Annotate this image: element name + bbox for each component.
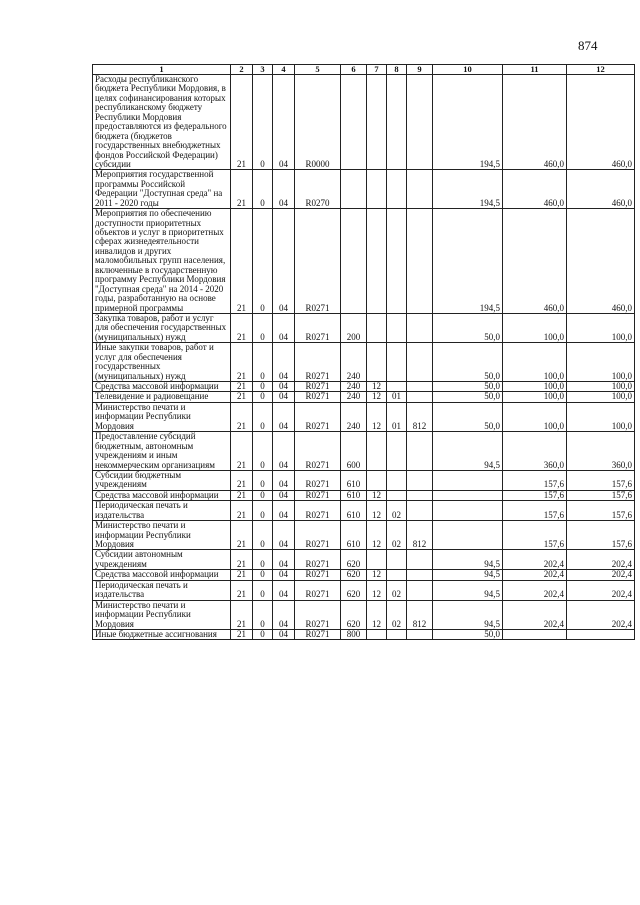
col-11-cell: 100,0 (503, 392, 567, 402)
col-8-cell (387, 343, 407, 382)
col-7-cell (367, 550, 387, 570)
col-6-cell (341, 170, 367, 209)
col-6-cell: 620 (341, 600, 367, 629)
col-9-cell (407, 392, 433, 402)
table-row (93, 580, 635, 600)
col-3-cell: 0 (253, 382, 273, 392)
col-3-cell: 0 (253, 392, 273, 402)
col-9-cell (407, 490, 433, 500)
col-10-cell: 194,5 (433, 170, 503, 209)
col-8-cell: 01 (387, 392, 407, 402)
col-6-cell: 620 (341, 580, 367, 600)
col-10-cell (433, 521, 503, 550)
col-12-cell: 100,0 (567, 313, 635, 342)
col-9-cell (407, 170, 433, 209)
col-3-cell: 0 (253, 570, 273, 580)
col-8-cell: 02 (387, 521, 407, 550)
col-6-cell: 610 (341, 521, 367, 550)
col-10-cell: 94,5 (433, 600, 503, 629)
row-name-cell: Предоставление субсидий бюджетным, автономным учреждениям и иным некоммерческим организациям (93, 432, 231, 471)
row-name-cell: Мероприятия государственной программы Российской Федерации "Доступная среда" на 2011 - 2020 годы (93, 170, 231, 209)
row-name-cell: Мероприятия по обеспечению доступности приоритетных объектов и услуг в приоритетных сферах жизнедеятельности инвалидов и других маломобильных групп населения, включенные в государственную программу Республики Мордовия "Доступная среда" на 2014 - 2020 годы, разработанную на основе примерной программы (93, 209, 231, 314)
col-5-cell: R0271 (295, 600, 341, 629)
row-name-cell: Периодическая печать и издательства (93, 580, 231, 600)
col-8-cell (387, 570, 407, 580)
col-5-cell: R0271 (295, 521, 341, 550)
col-6-cell: 600 (341, 432, 367, 471)
col-5-cell: R0000 (295, 75, 341, 170)
col-12-cell: 157,6 (567, 501, 635, 521)
col-5-cell: R0271 (295, 209, 341, 314)
row-name-cell: Министерство печати и информации Республики Мордовия (93, 402, 231, 431)
row-name-cell: Иные бюджетные ассигнования (93, 629, 231, 639)
col-10-cell (433, 490, 503, 500)
col-10-cell: 94,5 (433, 432, 503, 471)
col-3-cell: 0 (253, 490, 273, 500)
col-2-cell: 21 (231, 209, 253, 314)
col-6-cell: 240 (341, 382, 367, 392)
col-8-cell (387, 75, 407, 170)
header-cell: 1 (93, 65, 231, 75)
col-4-cell: 04 (273, 432, 295, 471)
col-8-cell (387, 432, 407, 471)
row-name-cell: Средства массовой информации (93, 570, 231, 580)
col-6-cell: 200 (341, 313, 367, 342)
col-6-cell: 610 (341, 501, 367, 521)
col-7-cell: 12 (367, 580, 387, 600)
col-7-cell: 12 (367, 521, 387, 550)
table-row (93, 432, 635, 471)
col-2-cell: 21 (231, 382, 253, 392)
col-12-cell: 202,4 (567, 570, 635, 580)
col-8-cell (387, 209, 407, 314)
col-4-cell: 04 (273, 75, 295, 170)
col-4-cell: 04 (273, 170, 295, 209)
row-name-cell: Министерство печати и информации Республики Мордовия (93, 521, 231, 550)
col-5-cell: R0271 (295, 550, 341, 570)
col-3-cell: 0 (253, 501, 273, 521)
col-5-cell: R0271 (295, 392, 341, 402)
col-10-cell: 50,0 (433, 402, 503, 431)
col-8-cell: 02 (387, 600, 407, 629)
col-5-cell: R0271 (295, 490, 341, 500)
col-11-cell: 157,6 (503, 490, 567, 500)
row-name-cell: Субсидии бюджетным учреждениям (93, 470, 231, 490)
col-12-cell: 202,4 (567, 600, 635, 629)
page-number: 874 (578, 38, 598, 53)
col-11-cell: 100,0 (503, 313, 567, 342)
col-11-cell: 460,0 (503, 209, 567, 314)
header-cell: 4 (273, 65, 295, 75)
col-9-cell (407, 75, 433, 170)
col-3-cell: 0 (253, 402, 273, 431)
col-2-cell: 21 (231, 75, 253, 170)
col-5-cell: R0271 (295, 432, 341, 471)
col-4-cell: 04 (273, 600, 295, 629)
col-8-cell: 01 (387, 402, 407, 431)
col-11-cell: 202,4 (503, 570, 567, 580)
col-7-cell: 12 (367, 570, 387, 580)
col-2-cell: 21 (231, 313, 253, 342)
table-row (93, 402, 635, 431)
header-cell: 6 (341, 65, 367, 75)
col-12-cell: 460,0 (567, 209, 635, 314)
col-10-cell: 50,0 (433, 392, 503, 402)
col-2-cell: 21 (231, 432, 253, 471)
col-5-cell: R0270 (295, 170, 341, 209)
table-row (93, 382, 635, 392)
col-3-cell: 0 (253, 470, 273, 490)
col-8-cell (387, 170, 407, 209)
table-row (93, 392, 635, 402)
col-3-cell: 0 (253, 170, 273, 209)
row-name-cell: Периодическая печать и издательства (93, 501, 231, 521)
col-10-cell: 94,5 (433, 580, 503, 600)
row-name-cell: Расходы республиканского бюджета Республики Мордовия, в целях софинансирования которых республиканскому бюджету Республики Мордовия предоставляются из федерального бюджета (бюджетов государственных внебюджетных фондов Российской Федерации) субсидии (93, 75, 231, 170)
col-6-cell: 610 (341, 470, 367, 490)
col-9-cell (407, 629, 433, 639)
header-cell: 12 (567, 65, 635, 75)
col-5-cell: R0271 (295, 470, 341, 490)
col-3-cell: 0 (253, 580, 273, 600)
col-11-cell (503, 629, 567, 639)
col-4-cell: 04 (273, 382, 295, 392)
header-cell: 3 (253, 65, 273, 75)
col-2-cell: 21 (231, 580, 253, 600)
col-12-cell: 460,0 (567, 75, 635, 170)
table-row (93, 570, 635, 580)
col-9-cell: 812 (407, 600, 433, 629)
table-row (93, 75, 635, 170)
col-2-cell: 21 (231, 521, 253, 550)
table-row (93, 501, 635, 521)
row-name-cell: Средства массовой информации (93, 490, 231, 500)
col-11-cell: 202,4 (503, 600, 567, 629)
col-7-cell (367, 470, 387, 490)
col-10-cell: 194,5 (433, 209, 503, 314)
col-10-cell: 50,0 (433, 629, 503, 639)
col-5-cell: R0271 (295, 570, 341, 580)
col-9-cell (407, 432, 433, 471)
col-2-cell: 21 (231, 392, 253, 402)
col-8-cell: 02 (387, 580, 407, 600)
col-11-cell: 100,0 (503, 343, 567, 382)
table-row (93, 343, 635, 382)
col-9-cell (407, 382, 433, 392)
header-cell: 5 (295, 65, 341, 75)
col-10-cell (433, 470, 503, 490)
table-row (93, 629, 635, 639)
col-4-cell: 04 (273, 570, 295, 580)
col-12-cell (567, 629, 635, 639)
col-7-cell: 12 (367, 490, 387, 500)
col-3-cell: 0 (253, 313, 273, 342)
col-11-cell: 100,0 (503, 382, 567, 392)
header-cell: 8 (387, 65, 407, 75)
col-2-cell: 21 (231, 629, 253, 639)
col-9-cell (407, 343, 433, 382)
col-4-cell: 04 (273, 402, 295, 431)
col-9-cell (407, 550, 433, 570)
col-3-cell: 0 (253, 600, 273, 629)
col-7-cell: 12 (367, 382, 387, 392)
col-4-cell: 04 (273, 629, 295, 639)
col-2-cell: 21 (231, 600, 253, 629)
row-name-cell: Телевидение и радиовещание (93, 392, 231, 402)
col-9-cell (407, 470, 433, 490)
col-7-cell: 12 (367, 600, 387, 629)
col-10-cell: 94,5 (433, 550, 503, 570)
col-4-cell: 04 (273, 521, 295, 550)
col-4-cell: 04 (273, 313, 295, 342)
table-row (93, 470, 635, 490)
col-11-cell: 100,0 (503, 402, 567, 431)
col-9-cell (407, 313, 433, 342)
col-10-cell: 194,5 (433, 75, 503, 170)
row-name-cell: Субсидии автономным учреждениям (93, 550, 231, 570)
col-9-cell: 812 (407, 521, 433, 550)
col-2-cell: 21 (231, 490, 253, 500)
col-10-cell: 94,5 (433, 570, 503, 580)
col-6-cell: 620 (341, 550, 367, 570)
table-header-row (93, 65, 635, 75)
col-10-cell: 50,0 (433, 313, 503, 342)
col-9-cell (407, 501, 433, 521)
col-5-cell: R0271 (295, 580, 341, 600)
col-5-cell: R0271 (295, 343, 341, 382)
col-12-cell: 202,4 (567, 550, 635, 570)
col-9-cell (407, 209, 433, 314)
col-2-cell: 21 (231, 501, 253, 521)
col-2-cell: 21 (231, 570, 253, 580)
col-2-cell: 21 (231, 470, 253, 490)
col-4-cell: 04 (273, 501, 295, 521)
col-7-cell (367, 343, 387, 382)
col-11-cell: 202,4 (503, 550, 567, 570)
header-cell: 9 (407, 65, 433, 75)
budget-table (92, 64, 635, 640)
col-2-cell: 21 (231, 402, 253, 431)
col-8-cell (387, 313, 407, 342)
col-10-cell: 50,0 (433, 382, 503, 392)
col-7-cell: 12 (367, 392, 387, 402)
table-row (93, 170, 635, 209)
col-9-cell: 812 (407, 402, 433, 431)
col-12-cell: 100,0 (567, 382, 635, 392)
col-7-cell: 12 (367, 402, 387, 431)
col-9-cell (407, 580, 433, 600)
col-8-cell (387, 470, 407, 490)
row-name-cell: Закупка товаров, работ и услуг для обеспечения государственных (муниципальных) нужд (93, 313, 231, 342)
col-12-cell: 202,4 (567, 580, 635, 600)
header-cell: 10 (433, 65, 503, 75)
table-row (93, 490, 635, 500)
col-7-cell (367, 209, 387, 314)
col-4-cell: 04 (273, 470, 295, 490)
col-6-cell: 240 (341, 392, 367, 402)
header-cell: 2 (231, 65, 253, 75)
table-row (93, 600, 635, 629)
col-8-cell: 02 (387, 501, 407, 521)
col-5-cell: R0271 (295, 313, 341, 342)
col-5-cell: R0271 (295, 629, 341, 639)
col-2-cell: 21 (231, 550, 253, 570)
header-cell: 7 (367, 65, 387, 75)
col-6-cell: 240 (341, 402, 367, 431)
col-10-cell (433, 501, 503, 521)
col-11-cell: 360,0 (503, 432, 567, 471)
col-4-cell: 04 (273, 392, 295, 402)
table-row (93, 313, 635, 342)
col-5-cell: R0271 (295, 402, 341, 431)
col-2-cell: 21 (231, 170, 253, 209)
col-10-cell: 50,0 (433, 343, 503, 382)
col-7-cell: 12 (367, 501, 387, 521)
col-8-cell (387, 490, 407, 500)
col-12-cell: 460,0 (567, 170, 635, 209)
col-6-cell (341, 209, 367, 314)
col-4-cell: 04 (273, 580, 295, 600)
col-7-cell (367, 75, 387, 170)
col-11-cell: 157,6 (503, 521, 567, 550)
col-7-cell (367, 170, 387, 209)
col-12-cell: 157,6 (567, 521, 635, 550)
col-9-cell (407, 570, 433, 580)
col-4-cell: 04 (273, 343, 295, 382)
col-6-cell: 620 (341, 570, 367, 580)
table-row (93, 209, 635, 314)
row-name-cell: Средства массовой информации (93, 382, 231, 392)
col-5-cell: R0271 (295, 382, 341, 392)
table-row (93, 550, 635, 570)
col-6-cell (341, 75, 367, 170)
col-4-cell: 04 (273, 490, 295, 500)
col-6-cell: 610 (341, 490, 367, 500)
col-12-cell: 157,6 (567, 490, 635, 500)
col-12-cell: 100,0 (567, 392, 635, 402)
col-8-cell (387, 382, 407, 392)
col-7-cell (367, 629, 387, 639)
col-3-cell: 0 (253, 432, 273, 471)
col-11-cell: 157,6 (503, 501, 567, 521)
col-11-cell: 157,6 (503, 470, 567, 490)
col-12-cell: 100,0 (567, 343, 635, 382)
col-11-cell: 460,0 (503, 75, 567, 170)
col-6-cell: 800 (341, 629, 367, 639)
col-12-cell: 360,0 (567, 432, 635, 471)
col-7-cell (367, 432, 387, 471)
col-3-cell: 0 (253, 75, 273, 170)
col-11-cell: 460,0 (503, 170, 567, 209)
col-4-cell: 04 (273, 209, 295, 314)
row-name-cell: Иные закупки товаров, работ и услуг для обеспечения государственных (муниципальных) нужд (93, 343, 231, 382)
col-3-cell: 0 (253, 629, 273, 639)
col-8-cell (387, 550, 407, 570)
col-12-cell: 100,0 (567, 402, 635, 431)
table-row (93, 521, 635, 550)
col-6-cell: 240 (341, 343, 367, 382)
row-name-cell: Министерство печати и информации Республики Мордовия (93, 600, 231, 629)
col-4-cell: 04 (273, 550, 295, 570)
header-cell: 11 (503, 65, 567, 75)
col-3-cell: 0 (253, 521, 273, 550)
col-3-cell: 0 (253, 550, 273, 570)
col-2-cell: 21 (231, 343, 253, 382)
col-12-cell: 157,6 (567, 470, 635, 490)
col-3-cell: 0 (253, 209, 273, 314)
col-7-cell (367, 313, 387, 342)
col-8-cell (387, 629, 407, 639)
col-11-cell: 202,4 (503, 580, 567, 600)
col-3-cell: 0 (253, 343, 273, 382)
col-5-cell: R0271 (295, 501, 341, 521)
